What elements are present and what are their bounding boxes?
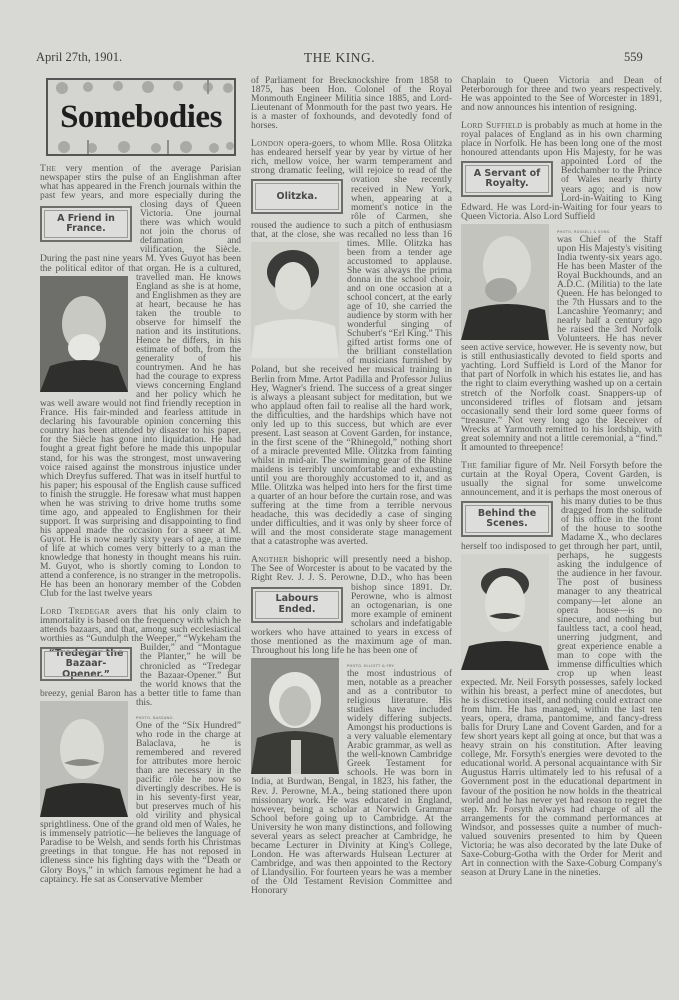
lead-word: Another: [251, 554, 289, 566]
photo-credit: PHOTO. BASSANO.: [136, 715, 174, 720]
portrait-woman-icon: [251, 242, 339, 358]
article-text: the most industrious of men, notable as a preacher and as a contributor to religious literature. His studies have included widely differing subjects. Amongst his productions is a very valuable elementary Arabic grammar, as well as the well-known Cambridge Greek Testament for schools. He was born in India, at Burdwan, Bengal, in 1823, his father, the Rev. J. Perowne, M.A., being stationed there upon missionary work. He was educated in England, however, being a scholar at Norwich Grammar School before going up to Cambridge. At the University he won many distinctions, and following several years as select preacher at Cambridge, he became Lecturer in Divinity at King's College, London. He was afterwards Hulsean Lecturer at Cambridge, and was then appointed to the Rectory of Llandysilio. For fourteen years he was a member of the Old Testament Revision Committee and Honorary: [251, 667, 452, 897]
sidebar-heading-servant-of-royalty: A Servant of Royalty.: [461, 161, 553, 197]
lead-word: Lord Suffield: [461, 120, 523, 132]
article-perowne: [251, 555, 452, 655]
sidebar-heading-olitzka: Olitzka.: [251, 179, 343, 214]
sidebar-heading-friend-in-france: A Friend in France.: [40, 206, 132, 242]
article-text: He knows England as she is at home, and Englishmen as they are at heart, because he has taken the trouble to observe for himself the nation and its institutions. Hence he differs, in his estimate of both, from the generality of his countrymen. And he has had the courage to express views concerning England and her policy which he was well aware would not find friendly reception in France. His fair-minded and fearless attitude in declaring his favourable opinion concerning this country has been attended by disaster to his paper, for the Siècle has gone into liquidation. He had fought a great fight before he made this unpopular stand, for his was the strongest, most unwavering voice raised against the monstrous injustice under which Dreyfus suffered. That was in itself hurtful to his paper; his espousal of the English cause sufficed to finish the struggle. He foresaw what must happen when he was striving to drive home truths some time ago, and appealed to Englishmen for their support. It was surprising and disappointing to find his appeal made the occasion for a sneer at M. Guyot. He is now nearly sixty years of age, a time of life at which comes very bitterly to a man the knowledge that honesty in thought means his ruin. M. Guyot, who is shortly coming to London to attend a conference, is no stranger in the metropolis. He has been an honorary member of the Cobden Club for the last twelve years: [40, 271, 241, 600]
article-text: was Chief of the Staff upon His Majesty's visiting India twenty-six years ago. He has been Master of the Royal Buckhounds, and an A.D.C. (Militia) to the late Queen. He has belonged to the 7th Hussars and to the Lancashire Yeomanry; and nearly half a century ago he raised the 3rd Norfolk Volunteers. He has never seen active service, however. He is seventy now, but is still enthusiastically devoted to field sports and yachting. Lord Suffield is Lord of the Manor for that part of Norfolk in which his estates lie, and has the right to claim everything washed up on a certain stretch of the Norfolk coast. Snappers-up of unconsidered trifles of flotsam and jetsam occasionally send their lord some queer forms of “treasure.” Not very long ago the Receiver of Wrecks at Yarmouth remitted to his lordship, with great solemnity and not a little ceremonial, a “find.” It amounted to threepence!: [461, 233, 662, 453]
portrait-bishop-icon: [251, 658, 339, 774]
photo-credit: PHOTO. RUSSELL & SONS.: [557, 229, 611, 234]
article-perowne-continued: Chaplain to Queen Victoria and Dean of Peterborough for three and two years respectively. He was appointed to the See of Worcester in 1891, and now announces his intention of resigning.: [461, 76, 662, 114]
portrait-photo-tredegar: [40, 701, 128, 817]
page-number: 559: [624, 50, 643, 64]
article-suffield: [461, 121, 662, 221]
portrait-photo-forsyth: [461, 554, 549, 670]
column-1: [40, 76, 241, 986]
publication-title: THE KING.: [303, 50, 376, 65]
article-text: asking the indulgence of the audience in her favour. The post of business manager to any theatrical company—let alone an opera house—is no sinecure, and nothing but faultless tact, a cool head, unerring judgment, and great experience enable a man to cope with the immense difficulties which crop up when least expected. Mr. Neil Forsyth possesses, safely locked within his breast, a perfect mine of anecdotes, but he is discretion itself, and nothing could extract one from him. He has managed, within the last ten years, opera, drama, pantomime, and fancy-dress balls for Drury Lane and Covent Garden, and for a few short years kept all going at once, but that was a heavy strain on his constitution. After leaving college, Mr. Forsyth's energies were devoted to the educational world. A personal acquaintance with Sir Augustus Harris ultimately led to his refusal of a Government post in the educational department in favour of the position he now holds in the theatrical world and he has never yet had reason to regret the step. Mr. Forsyth always had charge of all the arrangements for the command performances at Windsor, and possesses quite a number of much-valued souvenirs presented to him by Queen Victoria; he was also decorated by the late Duke of Saxe-Coburg-Gotha with the Order for Merit and Art in connection with the Saxe-Coburg Company's season at Drury Lane in the nineties.: [461, 559, 662, 878]
sidebar-heading-tredegar: “Tredegar the Bazaar-Opener.”: [40, 647, 132, 681]
article-tredegar: [40, 607, 241, 707]
portrait-moustached-man-icon: [40, 701, 128, 817]
article-text: onerous of his many duties to be thus dragged from the solitude of his office in the front of the house to soothe Madame X., who declares herself too indisposed to get through her part, until, perhaps, he suggests: [461, 486, 662, 562]
article-olitzka: [251, 139, 452, 546]
photo-credit: PHOTO. ELLIOTT & FRY.: [347, 663, 395, 668]
issue-date: April 27th, 1901.: [36, 50, 123, 64]
sidebar-heading-behind-the-scenes: Behind the Scenes.: [461, 501, 553, 537]
article-tredegar-continued: of Parliament for Brecknockshire from 1858 to 1875, has been Hon. Colonel of the Royal Monmouth Engineer Militia since 1885, and Lord-Lieutenant of Monmouth for the past two years. He is a master of foxhounds, and devotedly fond of horses.: [251, 76, 452, 132]
article-text: Majesty, for he was appointed Lord of the Bedchamber to the Prince of Wales nearly thirty years ago; and is now Lord-in-Waiting to King Edward. He was Lord-in-Waiting for four years to Queen Victoria. Also Lord Suffield: [461, 147, 662, 222]
article-text: very mention of the average Parisian newspaper stirs the pulse of an Englishman after what has appeared in the French journals within the past few years, and more especially: [40, 163, 241, 202]
lead-word: London: [251, 138, 284, 150]
article-text: Mlle. Olitzka has been from a tender age accustomed to applause. She was always the prima donna in the school choir, and on one occasion at a school concert, at the early age of 10, she carried the audience by storm with her wonderful singing of Schubert's “Erl King.” This gifted artist forms one of the brilliant constellation of musicians furnished by Poland, but she received her musical training in Berlin from Mme. Artot Padilla and Professor Julius Hey, Wagner's friend. The success of a great singer is always a pleasant subject for meditation, but we who applaud often fail to realise all the hard work, the difficulties, and the hardships which have not only led up to this success, but which are ever present. Last season at Covent Garden, for instance, in the first scene of the “Rhinegold,” nothing short of a miracle prevented Mlle. Olitzka from fainting whilst in mid-air. The swimming gear of the Rhine maidens is terribly uncomfortable and exhausting until you are thoroughly accustomed to it, and as Mlle. Olitzka was helped into hers for the first time a quarter of an hour before the curtain rose, and was suffering at the time from a terrible nervous headache, this was decidedly a case of singing under difficulties, and it was only by sheer force of will and the most considerate stage management that a catastrophe was averted.: [251, 237, 452, 548]
sidebar-heading-labours-ended: Labours Ended.: [251, 587, 343, 623]
lead-word: The: [461, 459, 478, 471]
article-text: familiar figure of Mr. Neil Forsyth before the curtain at the Royal Opera, Covent Garden, is usually the signal for some unwelcome announcement, and it is perhaps the most: [461, 459, 662, 498]
column-2: [251, 76, 452, 986]
article-text: is probably as much at home in the royal palaces of England as in his own charming place in Norfolk. He has been long one of the most honoured attendants upon His: [461, 120, 662, 159]
portrait-bearded-man-icon: [40, 276, 128, 392]
portrait-moustached-man-icon: [461, 554, 549, 670]
banner-title: Somebodies: [60, 99, 222, 135]
article-text: rejoice to read of the ovation she recently received in New York, when, appearing at a moment's notice in the rôle of Carmen, she roused the audience to such a pitch of enthusiasm that, at the close, she was recalled no less than 16 times.: [251, 165, 452, 249]
article-text: opera-goers, to whom Mlle. Rosa Olitzka has endeared herself year by year by virtue of her rich, mellow voice, her warm temperament and strong dramatic feeling, will: [251, 138, 452, 177]
column-3: [461, 76, 662, 986]
article-text: during the closing days of Queen Victoria. One journal there was which would not join the chorus of defamation and vilification, the Siècle. During the past nine years M. Yves Guyot has been the political editor of that organ. He is a cultured, travelled man.: [40, 190, 241, 283]
article-text: avers that his only claim to immortality is based on the frequency with which he attends bazaars, and that, among such ecclesiastical worthies as “Gundulph the: [40, 606, 241, 645]
portrait-photo-suffield: [461, 224, 549, 340]
article-guyot: [40, 164, 241, 598]
article-text: Weeper,” “Wykeham the Builder,” and “Montague the Planter,” he will be chronicled as “Tredegar the Bazaar-Opener.” But the world knows that the breezy, genial Baron has a better title to fame than this.: [40, 633, 241, 708]
article-text: Perowne, who is almost an octogenarian, is one more example of eminent scholars and indefatigable workers who have attained to years in excess of those mentioned as the maximum age of man. Throughout his long life he has been one of: [251, 590, 452, 656]
portrait-photo-olitzka: [251, 242, 339, 358]
lead-word: The: [40, 163, 57, 174]
portrait-elderly-man-icon: [461, 224, 549, 340]
lead-word: Lord Tredegar: [40, 606, 110, 618]
article-forsyth: [461, 461, 662, 877]
article-text: One of the “Six Hundred” who rode in the charge at Balaclava, he is remembered and revered for attributes more heroic than are necessary in the pacific rôle he now so divertingly describes. He is in his seventy-first year, but preserves much of his old virility and physical sprightliness. One of the grand old men of Wales, he is immensely patriotic—he believes the language of Paradise to be Welsh, and sends forth his Christmas greetings in that tongue. He has not reposed in idleness since his fighting days with the “Death or Glory Boys,” in which famous regiment he had a captaincy. He sat as Conservative Member: [40, 719, 241, 885]
article-text: bishopric will presently need a bishop. The See of Worcester is about to be vacated by the Right Rev. J. J. S. Perowne, D.D., who has been bishop since 1891. Dr.: [251, 554, 452, 593]
portrait-photo-perowne: [251, 658, 339, 774]
somebodies-banner: [46, 78, 236, 156]
portrait-photo-guyot: [40, 276, 128, 392]
